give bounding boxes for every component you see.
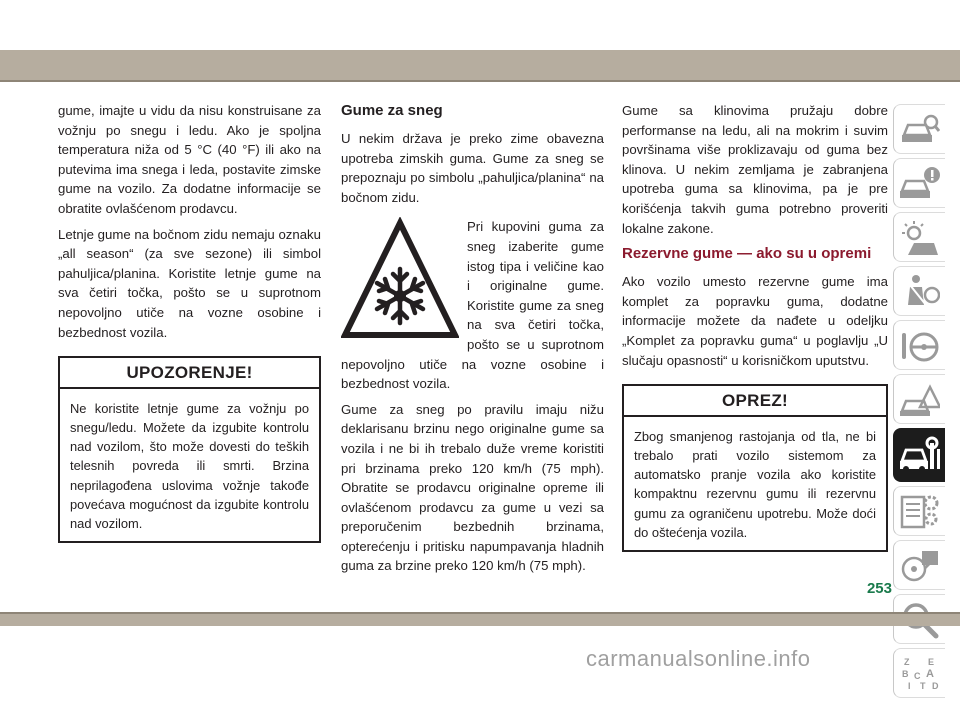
header-band-rule <box>0 80 960 82</box>
warning-title: UPOZORENJE! <box>60 358 319 389</box>
col1-paragraph-1: gume, imajte u vidu da nisu konstruisane za vožnju po snegu i ledu. Ako je spoljna temperatura niža od 5 °C (40 °F) ili ako na putevima ima snega i leda, postavite zimske gume na vozilo. Za dodatne informacije se obratite ovlašćenom prodavcu. <box>58 103 321 216</box>
index-letter: I <box>908 681 911 691</box>
tab-multimedia[interactable] <box>893 540 945 590</box>
car-wrench-icon <box>900 435 942 475</box>
col3-paragraph-2: Ako vozilo umesto rezervne gume ima komplet za popravku guma, dodatne informacije možete da nađete u odeljku „Komplet za popravku guma“ u poglavlju „U slučaju opasnosti“ u korisničkom uputstvu. <box>622 274 888 368</box>
col1-paragraph-2: Letnje gume na bočnom zidu nemaju oznaku „all season“ (za sve sezone) ili simbol pahuljica/planina. Koristite letnje gume na sva četiri točka, pošto se u suprotnom nepovoljno utiče na vozne osobine i bezbednost vozila. <box>58 226 321 340</box>
tab-instrument-panel[interactable] <box>893 158 945 208</box>
index-letter: Z <box>904 657 910 667</box>
column-2 <box>341 101 604 582</box>
tab-index[interactable] <box>893 648 945 698</box>
index-letters-icon <box>900 655 940 693</box>
index-letter: C <box>914 671 921 681</box>
col2-paragraph-2: Pri kupovini guma za sneg izaberite gume istog tipa i veličine kao i originalne gume. Koristite gume za sneg na sva četiri točka, pošto se u suprotnom nepovoljno utiče na vozne osobine i bezbednost vozila. <box>341 219 604 392</box>
tab-starting-operating[interactable] <box>893 320 945 370</box>
tab-emergency[interactable] <box>893 374 945 424</box>
warning-lights-icon <box>900 219 940 257</box>
footer-band <box>0 614 960 626</box>
index-letter: T <box>920 681 926 691</box>
snow-tires-heading: Gume za sneg <box>341 102 443 119</box>
column-1 <box>58 101 321 543</box>
caution-box <box>622 384 888 552</box>
watermark: carmanualsonline.info <box>586 646 811 671</box>
mountain-snowflake-icon <box>341 217 459 341</box>
spare-tires-heading: Rezervne gume — ako su u opremi <box>622 245 872 263</box>
caution-title: OPREZ! <box>624 386 886 417</box>
tab-servicing-maintenance[interactable] <box>893 428 945 482</box>
header-band <box>0 50 960 80</box>
car-warning-triangle-icon <box>900 381 940 419</box>
caution-body: Zbog smanjenog rastojanja od tla, ne bi trebalo prati vozilo sistemom za automatsko pranje vozila ako koristite kompaktnu rezervnu gumu ili rezervnu gumu za ograničenu upotrebu. Može doći do oštećenja vozila. <box>634 428 876 540</box>
steering-wheel-icon <box>900 327 940 365</box>
column-3 <box>622 101 888 552</box>
col2-paragraph-1: U nekim država je preko zime obavezna upotreba zimskih guma. Gume za sneg se prepoznaju po simbolu „pahuljica/planina“ na bočnom zidu. <box>341 131 604 205</box>
index-letter: E <box>928 657 935 667</box>
index-letter: D <box>932 681 939 691</box>
tab-technical-specifications[interactable] <box>893 486 945 536</box>
page-number: 253 <box>866 580 892 597</box>
multimedia-icon <box>900 547 940 585</box>
warning-body: Ne koristite letnje gume za vožnju po snegu/ledu. Možete da izgubite kontrolu nad vozilom, što može dovesti do teških telesnih povreda ili smrti. Brzina neprilagođena uslovima vožnje takođe povećava mogućnost da izgubite kontrolu nad vozilom. <box>70 400 309 531</box>
tab-getting-to-know[interactable] <box>893 104 945 154</box>
col3-paragraph-1: Gume sa klinovima pružaju dobre performanse na ledu, ali na mokrim i suvim površinama više proklizavaju od guma bez klinova. U nekim zemljama je zabranjena upotreba guma sa klinovima, pa je pre korišćenja takvih guma potrebno proveriti lokalne zakone. <box>622 103 888 236</box>
tab-safety[interactable] <box>893 266 945 316</box>
car-info-icon <box>900 165 940 203</box>
car-magnifier-icon <box>900 111 940 149</box>
seatbelt-airbag-icon <box>900 273 940 311</box>
tab-warning-lights[interactable] <box>893 212 945 262</box>
index-letter: A <box>926 668 934 680</box>
index-letter: B <box>902 669 909 679</box>
service-checklist-icon <box>900 493 940 531</box>
warning-box <box>58 356 321 543</box>
col2-paragraph-3: Gume za sneg po pravilu imaju nižu deklarisanu brzinu nego originalne gume sa vozila i ne bi ih trebalo duže vreme koristiti pri brzinama preko 120 km/h (75 mph). Obratite se prodavcu originalne opreme ili ovlašćenom prodavcu za gume u vezi sa preporučenim bezbednih brzinama, opterećenju i pritisku napumpavanja hladnih guma za brzine preko 120 km/h (75 mph). <box>341 401 604 574</box>
